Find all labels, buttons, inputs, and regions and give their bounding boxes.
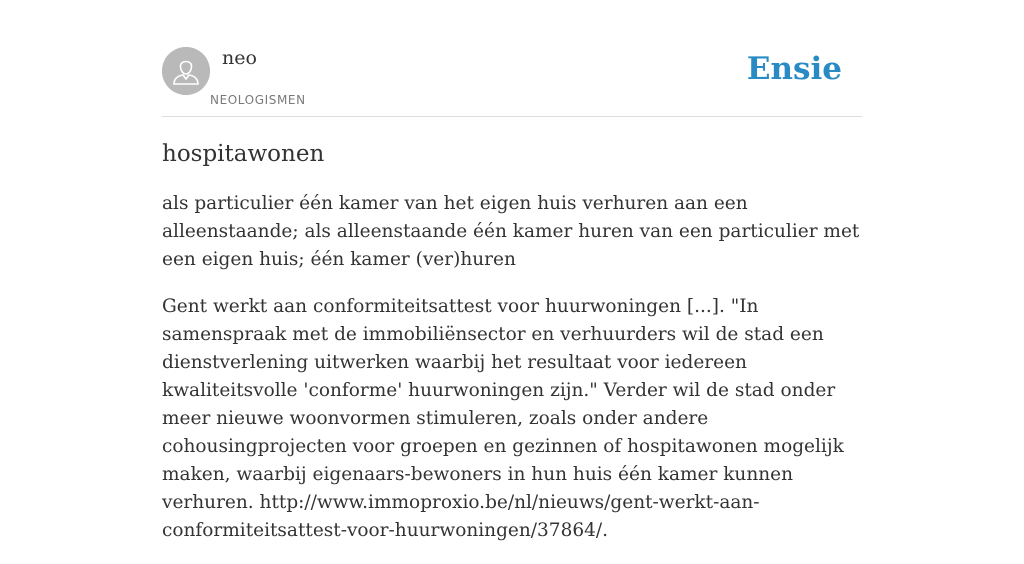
user-avatar-icon[interactable] (162, 47, 210, 95)
category-link[interactable]: NEOLOGISMEN (210, 93, 306, 107)
entry-example: Gent werkt aan conformiteitsattest voor huurwoningen [...]. "In samenspraak met de immobiliënsector en verhuurders wil de stad een dienstverlening uitwerken waarbij het resultaat voor iedereen kwaliteitsvolle 'conforme' huurwoningen zijn." Verder wil de stad onder meer nieuwe woonvormen stimuleren, zoals onder andere cohousingprojecten voor groepen en gezinnen of hospitawonen mogelijk maken, waarbij eigenaars-bewoners in hun huis één kamer kunnen verhuren. http://www.immoproxio.be/nl/nieuws/gent-werkt-aan-conformiteitsattest-voor-huurwoningen/37864/. (162, 296, 844, 541)
entry-definition: als particulier één kamer van het eigen huis verhuren aan een alleenstaande; als alleenstaande één kamer huren van een particulier met een eigen huis; één kamer (ver)huren (162, 193, 860, 270)
username-link[interactable]: neo (222, 47, 257, 69)
entry-title: hospitawonen (162, 141, 325, 167)
entry-header (162, 46, 862, 117)
ensie-logo[interactable]: Ensie (746, 51, 842, 87)
entry-content (162, 138, 864, 564)
